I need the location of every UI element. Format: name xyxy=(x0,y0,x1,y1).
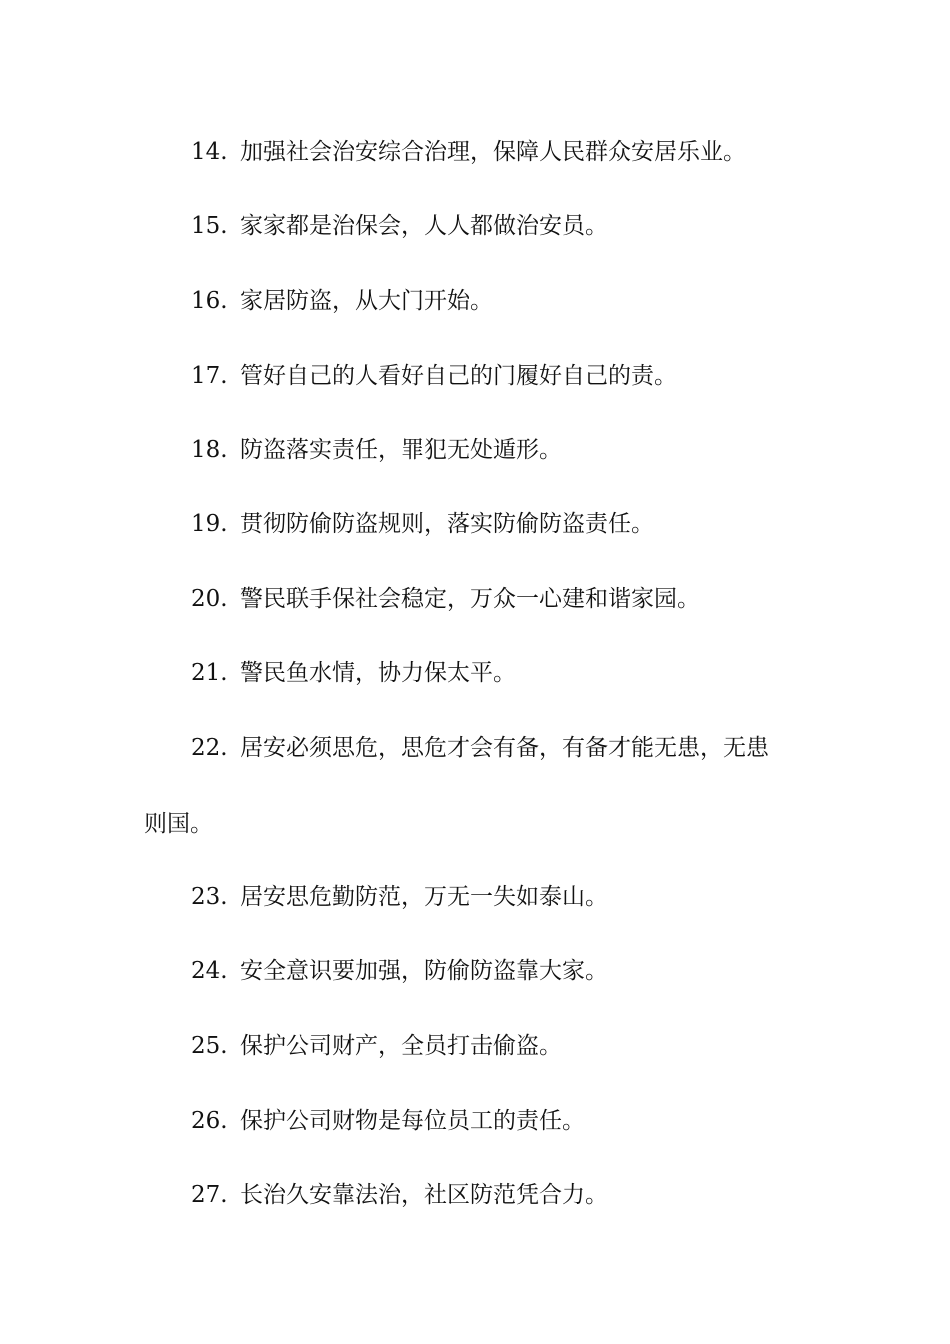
item-text: 警民联手保社会稳定，万众一心建和谐家园。 xyxy=(240,586,700,612)
item-text: 安全意识要加强，防偷防盗靠大家。 xyxy=(240,958,608,984)
item-text: 警民鱼水情，协力保太平。 xyxy=(240,660,516,686)
item-number: 15. xyxy=(191,213,228,239)
item-number: 19. xyxy=(191,511,228,537)
item-text: 保护公司财产，全员打击偷盗。 xyxy=(240,1033,562,1059)
item-text: 管好自己的人看好自己的门履好自己的责。 xyxy=(240,363,677,389)
item-number: 14. xyxy=(191,139,228,165)
item-text: 防盗落实责任，罪犯无处遁形。 xyxy=(240,437,562,463)
item-number: 16. xyxy=(191,288,228,314)
item-text: 贯彻防偷防盗规则，落实防偷防盗责任。 xyxy=(240,511,654,537)
item-number: 21. xyxy=(191,660,228,686)
item-number: 25. xyxy=(191,1033,228,1059)
item-text: 家家都是治保会，人人都做治安员。 xyxy=(240,213,608,239)
item-text: 家居防盗，从大门开始。 xyxy=(240,288,493,314)
item-number: 18. xyxy=(191,437,228,463)
item-text: 长治久安靠法治，社区防范凭合力。 xyxy=(240,1182,608,1208)
item-number: 24. xyxy=(191,958,228,984)
item-text: 保护公司财物是每位员工的责任。 xyxy=(240,1108,585,1134)
item-text: 居安必须思危，思危才会有备，有备才能无患，无患 xyxy=(240,735,769,761)
item-number: 23. xyxy=(191,884,228,910)
item-number: 22. xyxy=(191,735,228,761)
item-number: 26. xyxy=(191,1108,228,1134)
item-number: 27. xyxy=(191,1182,228,1208)
item-text: 加强社会治安综合治理，保障人民群众安居乐业。 xyxy=(240,139,746,165)
item-number: 17. xyxy=(191,363,228,389)
item-text: 居安思危勤防范，万无一失如泰山。 xyxy=(240,884,608,910)
item-text-continuation: 则国。 xyxy=(144,811,213,837)
item-number: 20. xyxy=(191,586,228,612)
